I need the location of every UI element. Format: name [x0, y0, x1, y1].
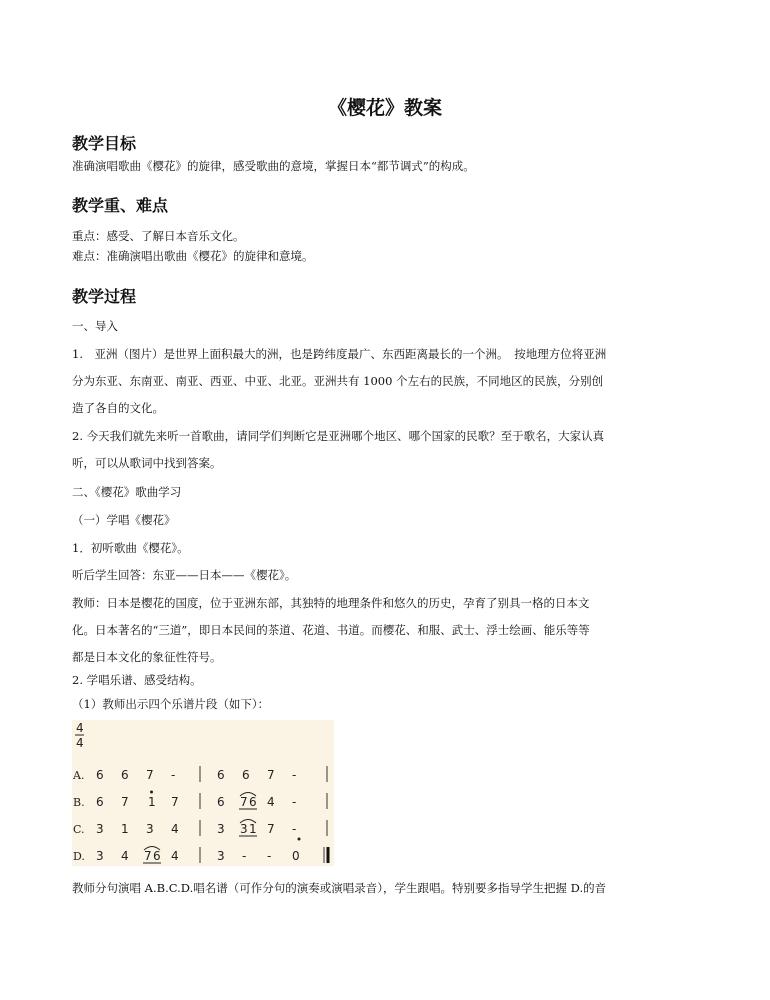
- note: 4: [171, 822, 179, 836]
- note: 6: [249, 795, 257, 809]
- row-label: C.: [73, 823, 85, 836]
- note: 4: [267, 795, 275, 809]
- goal-text: 准确演唱歌曲《樱花》的旋律，感受歌曲的意境，掌握日本“都节调式”的构成。: [72, 159, 475, 173]
- paragraph-line: 听，可以从歌词中找到答案。: [72, 456, 222, 470]
- music-score-svg: [72, 720, 334, 866]
- note: 6: [217, 768, 225, 782]
- paragraph-line: 分为东亚、东南亚、南亚、西亚、中亚、北亚。亚洲共有 1000 个左右的民族，不同地区的民族，分别创: [72, 374, 604, 388]
- low-dot: [298, 838, 301, 841]
- note: 3: [146, 822, 154, 836]
- note: 1: [249, 822, 257, 836]
- key-point: 重点：感受、了解日本音乐文化。: [72, 229, 245, 243]
- note: 7: [267, 822, 275, 836]
- key-heading: 教学重、难点: [72, 196, 169, 215]
- note: 7: [146, 768, 154, 782]
- answer-line: 听后学生回答：东亚——日本——《樱花》。: [72, 568, 297, 582]
- music-score: [72, 720, 334, 866]
- section-line: 二、《樱花》歌曲学习: [72, 485, 182, 499]
- row-label: A.: [73, 769, 85, 782]
- paragraph-line: 造了各自的文化。: [72, 401, 164, 415]
- note: 3: [240, 822, 248, 836]
- step-line: （1）教师出示四个乐谱片段（如下）：: [72, 697, 270, 711]
- note: 4: [121, 849, 129, 863]
- note: -: [267, 849, 272, 863]
- note: -: [292, 795, 297, 809]
- note: 6: [153, 849, 161, 863]
- note: 4: [171, 849, 179, 863]
- note: 7: [171, 795, 179, 809]
- note: 3: [96, 822, 104, 836]
- intro-line: 一、导入: [72, 319, 118, 333]
- note: -: [292, 768, 297, 782]
- note: 3: [96, 849, 104, 863]
- row-label: B.: [73, 796, 85, 809]
- high-dot: [150, 791, 153, 794]
- paragraph-line: 2. 今天我们就先来听一首歌曲，请同学们判断它是亚洲哪个地区、哪个国家的民歌？至于歌名，大家认真: [72, 429, 605, 443]
- note: -: [242, 849, 247, 863]
- note: 6: [96, 795, 104, 809]
- note: 1: [121, 822, 129, 836]
- note: 6: [242, 768, 250, 782]
- paragraph-line: 教师分句演唱 A.B.C.D.唱名谱（可作分句的演奏或演唱录音），学生跟唱。特别要多指导学生把握 D.的音: [72, 881, 607, 895]
- paragraph-line: 化。日本著名的“三道”，即日本民间的茶道、花道、书道。而樱花、和服、武士、浮士绘画、能乐等等: [72, 623, 590, 637]
- note: -: [292, 822, 297, 836]
- page-title: 《樱花》教案: [327, 97, 442, 119]
- note: 1: [148, 795, 156, 809]
- note: 7: [240, 795, 248, 809]
- time-signature-top: 4: [76, 721, 84, 735]
- paragraph-line: 教师：日本是樱花的国度，位于亚洲东部，其独特的地理条件和悠久的历史，孕育了别具一格的日本文: [72, 596, 590, 610]
- note: -: [171, 768, 176, 782]
- step-line: 2. 学唱乐谱、感受结构。: [72, 673, 202, 687]
- note: 6: [121, 768, 129, 782]
- note: 6: [96, 768, 104, 782]
- process-heading: 教学过程: [72, 287, 137, 306]
- note: 3: [217, 822, 225, 836]
- paragraph-line: 都是日本文化的象征性符号。: [72, 650, 222, 664]
- row-label: D.: [73, 850, 85, 863]
- note: 3: [217, 849, 225, 863]
- note: 6: [217, 795, 225, 809]
- note: 0: [292, 849, 300, 863]
- subsection-line: （一）学唱《樱花》: [72, 513, 176, 527]
- goal-heading: 教学目标: [72, 134, 137, 153]
- note: 7: [267, 768, 275, 782]
- step-line: 1．初听歌曲《樱花》。: [72, 541, 189, 555]
- note: 7: [121, 795, 129, 809]
- paragraph-line: 1. 亚洲（图片）是世界上面积最大的洲，也是跨纬度最广、东西距离最长的一个洲。 按地理方位将亚洲: [72, 347, 607, 361]
- note: 7: [144, 849, 152, 863]
- difficult-point: 难点：准确演唱出歌曲《樱花》的旋律和意境。: [72, 249, 314, 263]
- time-signature-bottom: 4: [76, 736, 84, 750]
